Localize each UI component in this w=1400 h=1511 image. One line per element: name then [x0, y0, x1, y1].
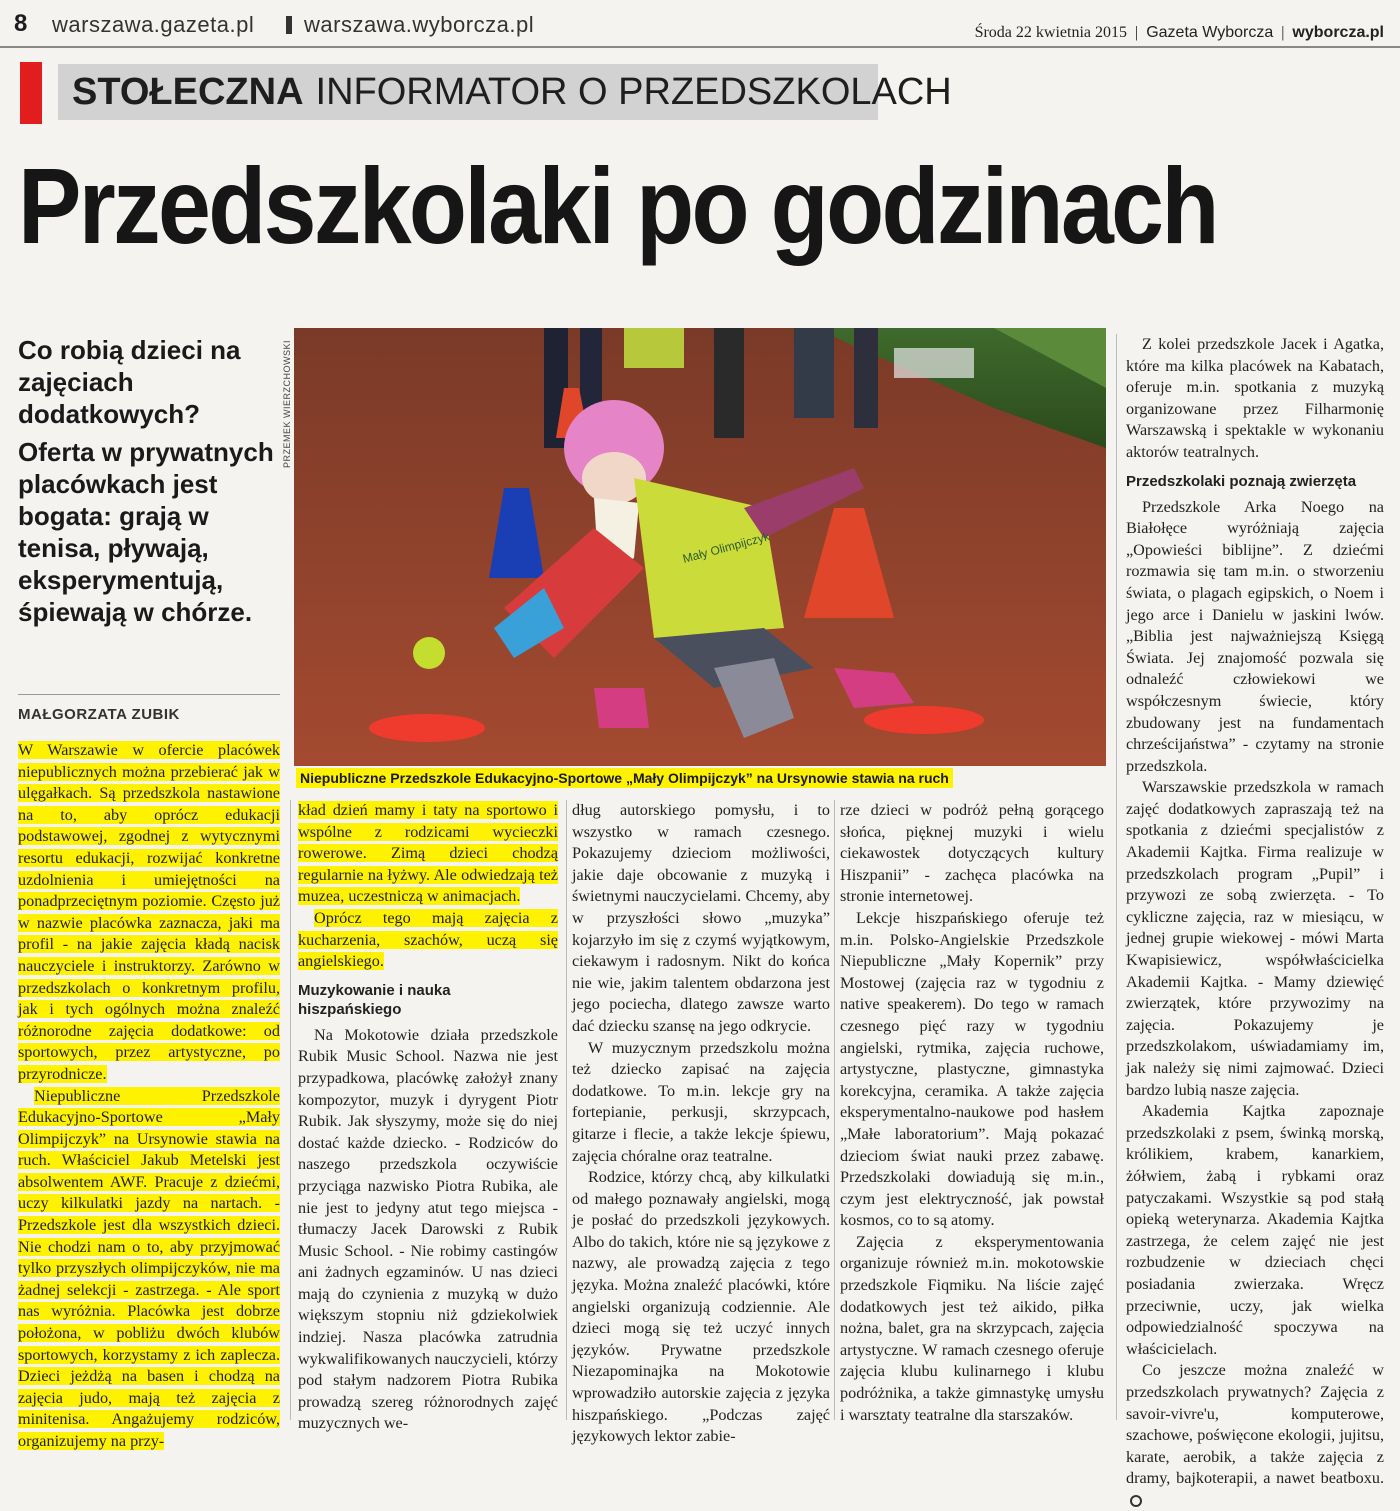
lead	[18, 334, 280, 634]
top-divider	[0, 46, 1400, 48]
vest-logo-text: Mały Olimpijczyk	[681, 529, 772, 566]
site-link-gazeta[interactable]: warszawa.gazeta.pl	[52, 12, 255, 37]
section-subtitle: INFORMATOR O PRZEDSZKOLACH	[315, 70, 952, 113]
dateline: Środa 22 kwietnia 2015 | Gazeta Wyborcza | wyborcza.pl	[974, 24, 1384, 41]
end-of-article-icon	[1130, 1495, 1142, 1507]
paragraph	[298, 800, 558, 908]
paragraph	[18, 1086, 280, 1453]
author-byline: MAŁGORZATA ZUBIK	[18, 706, 180, 723]
lead-question: Co robią dzieci na zajęciach dodatkowych?	[18, 335, 241, 429]
paragraph	[1126, 1360, 1384, 1511]
highlighted-text: kład dzień mamy i taty na sportowo i wspólne z rodzicami wycieczki rowerowe. Zimą dzieci chodzą regularnie na łyżwy. Ale odwiedzają też muzea, uczestniczą w animacjach.	[298, 801, 558, 906]
issue-date: Środa 22 kwietnia 2015	[974, 24, 1127, 41]
section-banner	[58, 64, 952, 120]
paper-name: Gazeta Wyborcza	[1146, 24, 1274, 41]
paragraph: W muzycznym przedszkolu można też dziecko zapisać na zajęcia dodatkowe. To m.in. lekcje gry na fortepianie, perkusji, skrzypcach, gitarze i flecie, a także lekcje śpiewu, zajęcia chóralne oraz teatralne.	[572, 1038, 830, 1165]
highlighted-text: Oprócz tego mają zajęcia z kucharzenia, szachów, uczą się angielskiego.	[298, 908, 558, 971]
column-rule	[834, 800, 835, 1420]
page-number: 8	[14, 10, 28, 37]
section-name: STOŁECZNA	[72, 70, 304, 113]
section-accent-mark	[20, 62, 42, 124]
highlighted-text: Niepubliczne Przedszkole Edukacyjno-Sportowe „Mały Olimpijczyk” na Ursynowie stawia na ruch. Właściciel Jakub Metelski jest absolwentem AWF. Pracuje z dziećmi, uczy kilkulatki jazdy na nartach. - Przedszkole jest dla wszystkich dzieci. Nie chodzi nam o to, aby przyjmować tylko przyszłych olimpijczyków, nie ma żadnej selekcji - zastrzega. - Ale sport nas wyróżnia. Placówka jest dobrze położona, w pobliżu dwóch klubów sportowych, korzystamy z ich zaplecza. Dzieci jeżdżą na basen i chodzą na zajęcia judo, mają też zajęcia z minitenisa. Angażujemy rodziców, organizujemy na przy-	[18, 1086, 280, 1450]
paragraph: Z kolei przedszkole Jacek i Agatka, które ma kilka placówek na Kabatach, oferuje m.in. spotkania z muzyką organizowane przez Filharmonię Warszawską i spektakle w wykonaniu aktorów teatralnych.	[1126, 335, 1384, 461]
separator-bar	[286, 16, 292, 34]
paragraph	[18, 740, 280, 1086]
masthead-bar	[0, 0, 1400, 46]
site-link-wyborcza[interactable]: wyborcza.pl	[1292, 24, 1384, 41]
subheading: Przedszkolaki poznają zwierzęta	[1126, 472, 1357, 490]
photo-credit: PRZEMEK WIERZCHOWSKI	[282, 340, 292, 469]
column-rule	[566, 800, 567, 1420]
photo-illustration	[294, 328, 1106, 766]
article-column-5	[1126, 334, 1384, 1511]
lead-answer: Oferta w prywatnych placówkach jest bogata: grają w tenisa, pływają, eksperymentują, śpiewają w chórze.	[18, 437, 274, 627]
article-column-4	[840, 800, 1104, 1426]
paragraph: Lekcje hiszpańskiego oferuje też m.in. Polsko-Angielskie Przedszkole Niepubliczne „Mały Kopernik” przy Mostowej (zajęcia raz w tygodniu z native speakerem). Do tego w ramach czesnego pięć razy w tygodniu angielski, rytmika, zajęcia ruchowe, artystyczne, plastyczne, gimnastyka korekcyjna, ceramika. A także zajęcia eksperymentalno-naukowe pod hasłem „Małe laboratorium”. Mają pokazać dzieciom świat nauki przez zabawę. Przedszkolaki dowiadują się m.in., czym jest elektryczność, jak powstał kosmos, co to są atomy.	[840, 908, 1104, 1230]
paragraph: Rodzice, którzy chcą, aby kilkulatki od małego poznawały angielski, mogą je posłać do przedszkoli językowych. Albo do takich, które nie są językowe z nazwy, ale prowadzą zajęcia z tego języka. Można znaleźć placówki, które angielski organizują codziennie. Ale dzieci mogą się też uczyć innych języków. Prywatne przedszkole Niezapominajka na Mokotowie wprowadziło autorskie zajęcia z języka hiszpańskiego. „Podczas zajęć językowych lektor zabie-	[572, 1168, 830, 1446]
paragraph	[298, 908, 558, 973]
paragraph: rze dzieci w podróż pełną gorącego słońca, pięknej muzyki i wielu ciekawostek dotyczących kultury Hiszpanii” - zachęca placówka na stronie internetowej.	[840, 801, 1104, 906]
paragraph: Akademia Kajtka zapoznaje przedszkolaki z psem, świnką morską, królikiem, krabem, kanarkiem, żółwiem, żabą i rybkami oraz patyczakami. Wszystkie są pod stałą opieką weterynarza. Akademia Kajtka zastrzega, że celem zajęć nie jest rozbudzenie w dzieciach chęci posiadania zwierzaka. Wręcz przeciwnie, uczy, jak wielka odpowiedzialność spoczywa na właścicielach.	[1126, 1102, 1384, 1358]
paragraph: Przedszkole Arka Noego na Białołęce wyróżniają zajęcia „Opowieści biblijne”. Z dziećmi rozmawia się tam m.in. o stworzeniu świata, o plagach egipskich, o Noem i jego arce i Danielu w jaskini lwów. „Biblia jest najważniejszą Księgą Świata. Jej znajomość pozwala się odnaleźć człowiekowi we współczesnym świecie, który zbudowany jest na fundamentach chrześcijaństwa” - czytamy na stronie przedszkola.	[1126, 497, 1384, 775]
subheading: Muzykowanie i nauka hiszpańskiego	[298, 981, 451, 1018]
column-rule	[1116, 334, 1117, 1420]
article-column-2	[298, 800, 558, 1435]
paragraph: Zajęcia z eksperymentowania organizuje również m.in. mokotowskie przedszkole Fiqmiku. Na liście zajęć dodatkowych jest też aikido, piłka nożna, balet, gra na skrzypcach, zajęcia artystyczne. W ramach czesnego oferuje zajęcia klubu kulinarnego i klubu podróżnika, a także gimnastykę umysłu i warsztaty teatralne dla starszaków.	[840, 1232, 1104, 1424]
article-column-1	[18, 740, 280, 1453]
photo-caption: Niepubliczne Przedszkole Edukacyjno-Sportowe „Mały Olimpijczyk” na Ursynowie stawia na ruch	[296, 768, 953, 788]
paragraph: dług autorskiego pomysłu, i to wszystko w ramach czesnego. Pokazujemy dzieciom możliwości, jakie daje obcowanie z muzyką i świetnymi nauczycielami. Chcemy, aby w przyszłości słowo „muzyka” kojarzyło im się z czymś wyjątkowym, ciekawym i radosnym. Nikt do końca nie wie, jakim talentem obdarzona jest jego pociecha, dlatego zawsze warto dać dziecku szansę na jego odkrycie.	[572, 801, 830, 1035]
column-rule	[290, 800, 291, 1420]
paragraph: Na Mokotowie działa przedszkole Rubik Music School. Nazwa nie jest przypadkowa, placówkę założył znany kompozytor, muzyk i dyrygent Piotr Rubik. Jak słyszymy, może się do niej dostać każde dziecko. - Rodziców do naszego przedszkola oczywiście przyciąga nazwisko Piotra Rubika, ale nie jest to jedyny atut tego miejsca - tłumaczy Jacek Darowski z Rubik Music School. - Nie robimy castingów ani żadnych egzaminów. U nas dzieci mają do czynienia z muzyką w dużo większym stopniu niż gdziekolwiek indziej. Nasza placówka zatrudnia wykwalifikowanych nauczycieli, którzy pod stałym nadzorem Piotra Rubika prowadzą szereg różnorodnych zajęć muzycznych we-	[298, 1025, 558, 1433]
paragraph: Warszawskie przedszkola w ramach zajęć dodatkowych zapraszają też na spotkania z dziećmi specjalistów z Akademii Kajtka. Firma realizuje w przedszkolach program „Pupil” i przywozi ze sobą zwierzęta. - To cykliczne zajęcia, raz w miesiącu, w jednej grupie wiekowej - mówi Marta Kwapisiewicz, współwłaścicielka Akademii Kajtka. - Mamy dziewięć zwierzątek, które przywozimy na zajęcia. Pokazujemy je przedszkolakom, uświadamiamy im, jak należy się nimi zajmować. Dzieci bardzo lubią nasze zajęcia.	[1126, 778, 1384, 1099]
article-photo	[294, 328, 1106, 766]
headline: Przedszkolaki po godzinach	[18, 145, 1217, 266]
closing-text: Co jeszcze można znaleźć w przedszkolach prywatnych? Zajęcia z savoir-vivre'u, komputerowe, szachowe, poświęcone ekologii, jujitsu, karate, aerobik, a także zajęcia z dramy, bajkoterapii, a nawet beatboxu.	[1126, 1361, 1384, 1488]
article-column-3	[572, 800, 830, 1448]
lead-divider	[18, 694, 280, 695]
site-link-wyborcza-warszawa[interactable]: warszawa.wyborcza.pl	[304, 12, 535, 37]
highlighted-text: W Warszawie w ofercie placówek niepublicznych można przebierać jak w ulęgałkach. Są przedszkola nastawione na to, aby oprócz edukacji podstawowej, zgodnej z wytycznymi resortu edukacji, rozwijać konkretne uzdolnienia i umiejętności na ponadprzeciętnym poziomie. Często już w nazwie placówka zaznacza, jaki ma profil - na jakie zajęcia kładą nacisk nauczyciele i instruktorzy. Zarówno w przedszkolach o konkretnym profilu, jak i tych ogólnych można znaleźć różnorodne zajęcia dodatkowe: od sportowych, przez artystyczne, po przyrodnicze.	[18, 741, 280, 1083]
